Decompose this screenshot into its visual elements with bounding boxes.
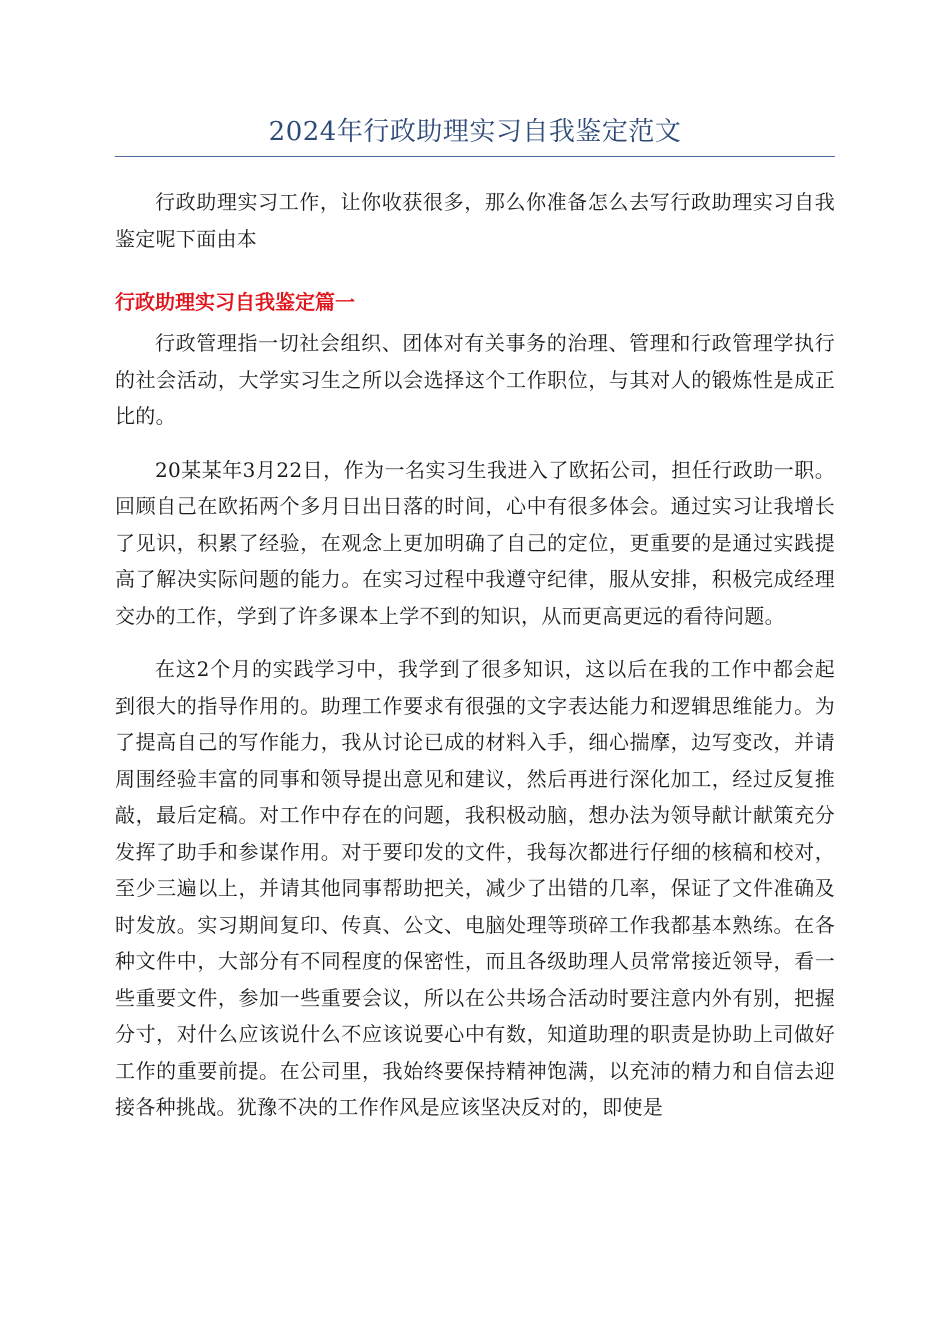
document-page — [115, 112, 835, 1126]
body-paragraph-2: 20某某年3月22日，作为一名实习生我进入了欧拓公司，担任行政助一职。回顾自己在欧拓两个多月日出日落的时间，心中有很多体会。通过实习让我增长了见识，积累了经验，在观念上更加明确了自己的定位，更重要的是通过实践提高了解决实际问题的能力。在实习过程中我遵守纪律，服从安排，积极完成经理交办的工作，学到了许多课本上学不到的知识，从而更高更远的看待问题。 — [115, 457, 835, 628]
intro-paragraph: 行政助理实习工作，让你收获很多，那么你准备怎么去写行政助理实习自我鉴定呢下面由本 — [115, 190, 835, 251]
body-paragraph-1: 行政管理指一切社会组织、团体对有关事务的治理、管理和行政管理学执行的社会活动，大学实习生之所以会选择这个工作职位，与其对人的锻炼性是成正比的。 — [115, 331, 835, 428]
document-title: 2024年行政助理实习自我鉴定范文 — [115, 112, 835, 157]
body-paragraph-3: 在这2个月的实践学习中，我学到了很多知识，这以后在我的工作中都会起到很大的指导作用的。助理工作要求有很强的文字表达能力和逻辑思维能力。为了提高自己的写作能力，我从讨论已成的材料入手，细心揣摩，边写变改，并请周围经验丰富的同事和领导提出意见和建议，然后再进行深化加工，经过反复推敲，最后定稿。对工作中存在的问题，我积极动脑，想办法为领导献计献策充分发挥了助手和参谋作用。对于要印发的文件，我每次都进行仔细的核稿和校对，至少三遍以上，并请其他同事帮助把关，减少了出错的几率，保证了文件准确及时发放。实习期间复印、传真、公文、电脑处理等琐碎工作我都基本熟练。在各种文件中，大部分有不同程度的保密性，而且各级助理人员常常接近领导，看一些重要文件，参加一些重要会议，所以在公共场合活动时要注意内外有别，把握分寸，对什么应该说什么不应该说要心中有数，知道助理的职责是协助上司做好工作的重要前提。在公司里，我始终要保持精神饱满，以充沛的精力和自信去迎接各种挑战。犹豫不决的工作作风是应该坚决反对的，即使是 — [115, 657, 835, 1119]
section-heading: 行政助理实习自我鉴定篇一 — [115, 290, 355, 314]
